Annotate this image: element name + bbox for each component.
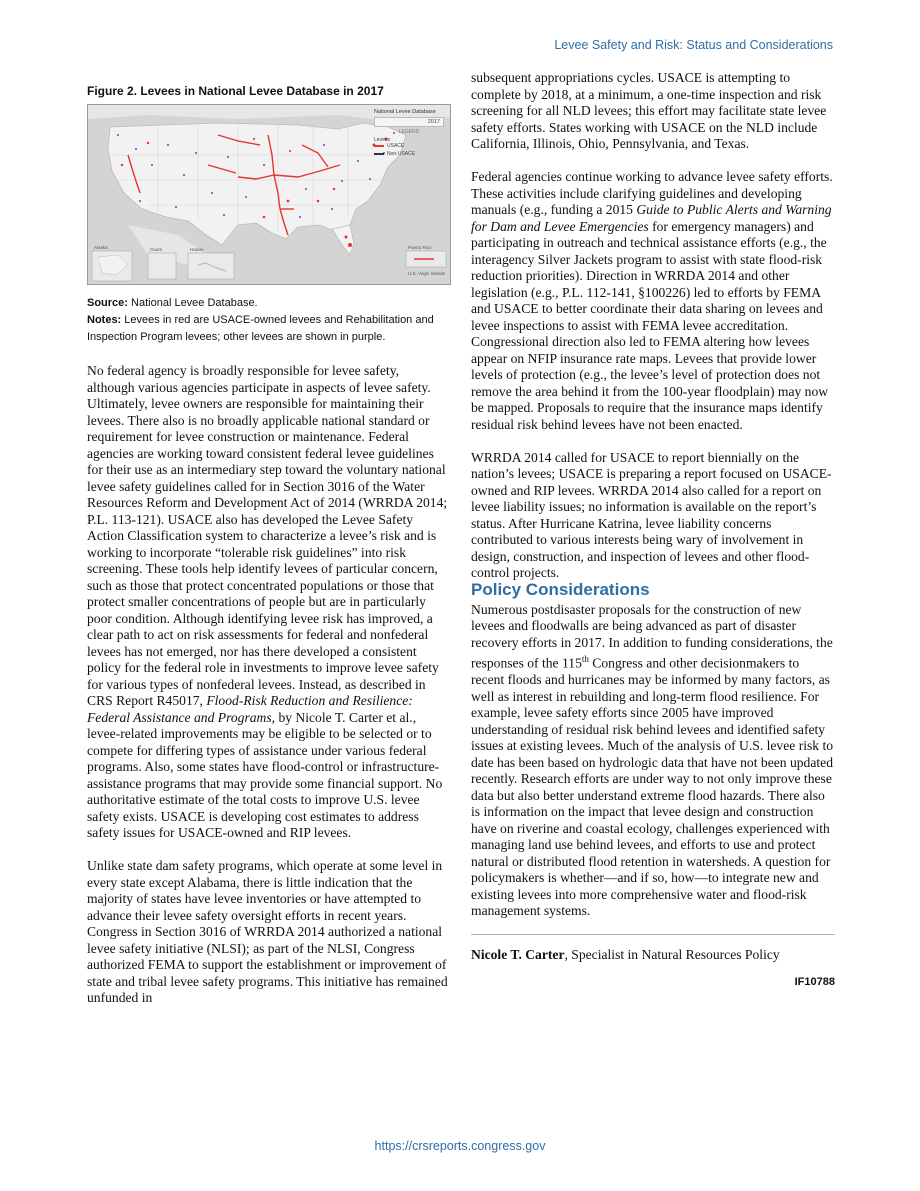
usace-swatch [374,145,384,147]
paragraph: subsequent appropriations cycles. USACE is attempting to complete by 2018, at a minimum, a one-time inspection and risk screening for all NLD levees; this effort may facilitate state levee safety efforts. States working with USACE on the NLD include California, Illinois, Ohio, Pennsylvania, and Texas. [471,70,827,151]
report-title: Flood-Risk Reduction and Resilience: Federal Assistance and Programs [87,693,413,725]
footer-link[interactable]: https://crsreports.congress.gov [374,1139,546,1153]
legend-item-non-usace: Non-USACE [374,151,444,157]
paragraph: Federal agencies continue working to advance levee safety efforts. These activities include clarifying guidelines and developing manuals (e.g., funding a 2015 Guide to Public Alerts and Warning for Dam and Levee Emergencies for emergency managers) and participating in outreach and technical assistance efforts (e.g., the interagency Silver Jackets program to assist with state flood-risk reduction priorities). Direction in WRRDA 2014 and other legislation (e.g., P.L. 112-141, §100226) led to efforts by FEMA and USACE to better coordinate their data sharing on levees and levee inspections to assist with FEMA levee accreditation. Congressional direction also led to FEMA altering how levees appear on NFIP insurance rate maps. Levees that provide lower levels of protection (e.g., the levee’s level of protection does not remove the area behind it from the 100-year floodplain) may now be mapped. Proposals to require that the insurance maps identify residual risk behind levees have not been enacted. [471,169,833,432]
running-header: Levee Safety and Risk: Status and Considerations [554,38,833,52]
non-usace-swatch [374,153,384,155]
author-name: Nicole T. Carter [471,946,565,962]
policy-body [471,602,835,920]
author-line: Nicole T. Carter, Specialist in Natural Resources Policy [471,946,780,962]
figure-notes-text: Notes: Levees in red are USACE-owned levees and Rehabilitation and Inspection Program levees; other levees are shown in purple. [87,314,434,343]
guide-title: Guide to Public Alerts and Warning for Dam and Levee Emergencies [471,202,832,234]
inset-label-puerto-rico: Puerto Rico [408,245,432,250]
figure-notes [87,295,449,346]
section-heading: Policy Considerations [471,579,650,599]
right-column [471,70,835,988]
left-column [87,80,449,1007]
left-body [87,363,449,1007]
legend-item-usace: USACE [374,143,444,149]
inset-label-virgin-islands: U.S. Virgin Islands [408,271,445,276]
inset-label-guam: Guam [150,247,163,252]
figure-caption: Figure 2. Levees in National Levee Database in 2017 [87,84,384,98]
levee-map [87,104,451,285]
figure-source: Source: National Levee Database. [87,297,258,309]
report-id: IF10788 [794,976,835,989]
paragraph: Numerous postdisaster proposals for the construction of new levees and floodwalls are being advanced as part of disaster recovery efforts in 2017. In addition to funding considerations, the responses of the 115th Congress and other decisionmakers to recent floods and hurricanes may be informed by many factors, as well as interest in rebuilding and long-term flood resilience. For example, levee safety efforts since 2005 have improved understanding of residual risk behind levees and identified safety issues at existing levees. Much of the analysis of U.S. levee risk to date has been based on hydrologic data that have not been updated recently. Research efforts are under way to not only improve these data but also better understand extreme flood hazards. There also is information on the impact that levee design and construction have on riverine and coastal ecology, challenges experienced with managing land use behind levees, and efforts to use and protect natural or distributed flood retention in watersheds. A question for policymakers is whether—and if so, how—to integrate new and existing levees into more comprehensive water and flood-risk management systems. [471,601,834,919]
map-title: National Levee Database [374,109,436,115]
inset-label-hawaii: Hawaii [190,247,204,252]
inset-label-alaska: Alaska [94,245,108,250]
legend-heading: LEGEND [398,129,420,135]
divider [471,934,835,935]
map-legend [374,109,444,159]
map-year-selector: 2017 [374,117,444,127]
paragraph: WRRDA 2014 called for USACE to report biennially on the nation’s levees; USACE is preparing a report focused on USACE-owned and RIP levees. WRRDA 2014 also called for a report on levee liability issues; no information is available on the report’s status. After Hurricane Katrina, levee liability concerns contributed to various interests being wary of involvement in design, construction, and inspection of levees and other flood-control projects. [471,449,832,580]
legend-group: Levees [374,137,391,143]
paragraph: Unlike state dam safety programs, which operate at some level in every state except Alabama, there is little indication that the majority of states have levee inventories or have attempted to advance their levee safety oversight efforts in recent years. Congress in Section 3016 of WRRDA 2014 authorized a national levee safety initiative (NLSI); as part of the NLSI, Congress authorized FEMA to support the establishment or improvement of state and tribal levee safety programs. This initiative has remained unfunded in [87,858,448,1005]
right-body [471,70,835,582]
paragraph: No federal agency is broadly responsible for levee safety, although various agencies participate in aspects of levee safety. Ultimately, levee owners are responsible for maintaining their levees. There also is no broadly applicable national standard or requirement for levee construction or maintenance. Federal agencies are working toward consistent federal levee guidelines for their use as an intermediary step toward the voluntary national levee safety guidelines called for in Section 3016 of the Water Resources Reform and Development Act of 2014 (WRRDA 2014; P.L. 113-121). USACE also has developed the Levee Safety Action Classification system to characterize a levee’s risk and is working to incorporate “tolerable risk guidelines” into risk screening. These tools help identify levees of particular concern, such as those that protect concentrated populations or those that protect smaller concentrations of people but are in particularly poor condition. Although identifying levee risk has improved, a clear path to act on risk assessments for federal and nonfederal levees has not emerged, nor has there developed a consistent policy for the federal role in investments to improve levee safety for various types of nonfederal levees. Instead, as described in CRS Report R45017, Flood-Risk Reduction and Resilience: Federal Assistance and Programs, by Nicole T. Carter et al., levee-related improvements may be eligible to be selected or to compete for differing types of assistance under various federal programs. Also, some states have flood-control or infrastructure-assistance programs that may provide some financial support. No authoritative estimate of the total costs to improve U.S. levee safety exists. USACE is developing cost estimates to address safety issues for USACE-owned and RIP levees. [87,363,448,840]
